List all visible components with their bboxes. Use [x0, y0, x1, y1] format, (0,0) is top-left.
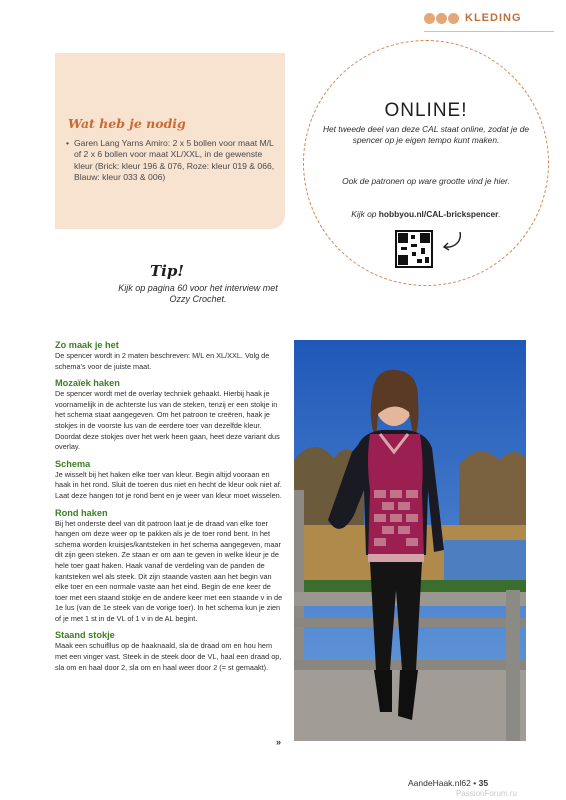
tip-text: Kijk op pagina 60 voor het interview met Ozzy Crochet.: [118, 283, 278, 304]
section-text: Maak een schuifllus op de haaknaald, sla de draad om en hou hem met een vinger vast. Steek in de steek door de VL, haal een draad op, sla om en haal door 2, sla om en haal weer door 2 (= st gemaakt).: [55, 641, 282, 672]
tip-title: Tip!: [150, 262, 184, 280]
materials-list: • Garen Lang Yarns Amiro: 2 x 5 bollen voor maat M/L of 2 x 6 bollen voor maat XL/XXL, in de gewenste kleur (Brick: kleur 196 & 076, Roze: kleur 019 & 066, Blauw: kleur 033 & 006): [66, 138, 276, 183]
online-link-prefix: Kijk op: [351, 209, 379, 219]
online-link-line: [303, 209, 549, 219]
continue-marker: »: [276, 737, 282, 747]
online-link[interactable]: hobbyou.nl/CAL-brickspencer: [378, 209, 499, 219]
section-heading: Staand stokje: [55, 630, 115, 641]
qr-code[interactable]: [395, 230, 433, 268]
header-dots: [424, 13, 459, 24]
online-link-suffix: .: [498, 209, 501, 219]
section-text: Je wisselt bij het haken elke toer van kleur. Begin altijd vooraan en haak in het rond. Sluit de toeren dus niet en hecht de kleur ook niet af. Laat deze hangen tot je rond bent en je weer van kleur moet wisselen.: [55, 469, 282, 500]
model-photo: [294, 340, 526, 741]
page-footer: [408, 778, 488, 788]
section-text: De spencer wordt in 2 maten beschreven: M/L en XL/XXL. Volg de schema's voor de juiste maat.: [55, 351, 270, 371]
section-heading: Mozaïek haken: [55, 378, 120, 389]
section-heading: Rond haken: [55, 507, 108, 518]
header-dot: [436, 13, 447, 24]
issue-number: 62: [461, 778, 471, 788]
watermark: PassionForum.ru: [456, 789, 517, 798]
online-text: Het tweede deel van deze CAL staat online, zodat je de spencer op je eigen tempo kunt maken.: [322, 124, 530, 145]
instructions-column: [55, 340, 285, 673]
header-dot: [424, 13, 435, 24]
photo-illustration: [294, 340, 526, 741]
section-heading: Zo maak je het: [55, 340, 119, 350]
header-dot: [448, 13, 459, 24]
section-heading: Schema: [55, 458, 91, 469]
header-rule: [424, 31, 554, 32]
online-title: ONLINE!: [384, 100, 468, 121]
online-text-patterns: Ook de patronen op ware grootte vind je hier.: [342, 176, 510, 186]
footer-separator: •: [473, 778, 477, 788]
section-label: KLEDING: [465, 12, 522, 24]
magazine-name: AandeHaak.nl: [408, 778, 462, 788]
materials-title: Wat heb je nodig: [68, 116, 186, 131]
page-number: 35: [478, 778, 489, 788]
section-text: De spencer wordt met de overlay techniek gehaakt. Hierbij haak je voornamelijk in de achterste lus van de steken, tenzij er een stokje in het schema staat aangegeven. Om het patroon te creëren, haak je stokjes in de voorste lus van de eerdere toer van dezelfde kleur. Doordat deze stokjes over het werk heen gaan, heet deze variant dus overlay.: [55, 389, 280, 452]
section-header: [424, 12, 522, 24]
arrow-icon: [440, 230, 464, 252]
section-text: Bij het onderste deel van dit patroon laat je de draad van elke toer hangen om deze weer op te pakken als je de toer rond bent. In het schema worden kruisjes/kantsteken in het schema aangegeven, maar dit zijn geen steken. Ze staan er om aan te geven in welke kleur je de hele toer gaat haken. Haak vanaf de verdeling van de panden de kantsteken wel als steek. Dit zijn staande vasten aan het begin van elke toer en een normale vaste aan het eind. Begin de ene keer de toer met een staand stokje en de andere keer met een staande v in de 1e lus (van de 1e steek van de vorige toer). In het schema kun je zien of je met 1 st in de VL of 1 v in de AL begint.: [55, 518, 283, 623]
